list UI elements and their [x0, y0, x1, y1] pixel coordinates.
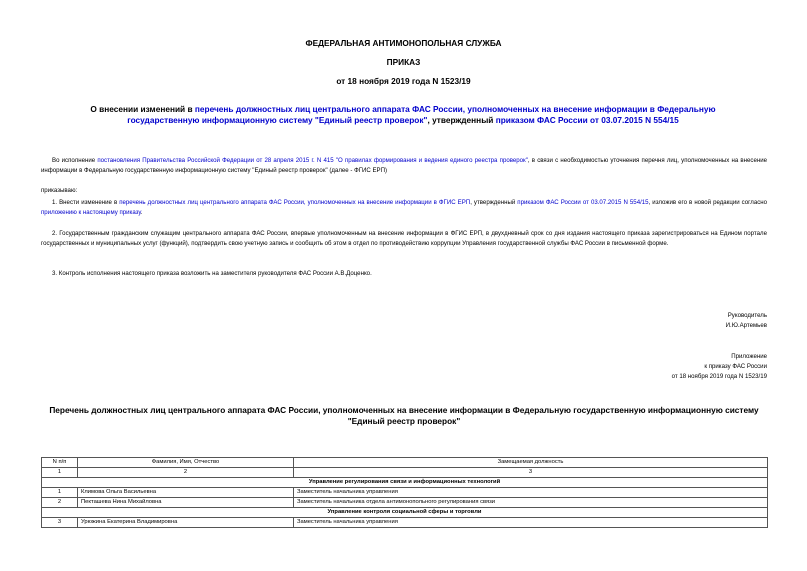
item1-text-4: . [140, 209, 143, 216]
title-link-order[interactable]: приказом ФАС России от 03.07.2015 N 554/15 [495, 115, 679, 125]
officials-table [41, 457, 768, 528]
doc-type: ПРИКАЗ [386, 57, 421, 67]
item-2: 2. Государственным гражданским служащим центрального аппарата ФАС России, впервые уполномоченным на внесение информации в ФГИС ЕРП, в двухдневный срок со дня издания настоящего приказа зарегистрироваться на Едином портале государственных и муниципальных услуг (функций), подтвердить свою учетную запись и сообщить об этом в отдел по противодействию коррупции Управления государственной службы ФАС России в письменной форме. [41, 230, 767, 247]
row-fio: Урюжина Екатерина Владимировна [78, 518, 294, 528]
item1-link-list[interactable]: перечень должностных лиц центрального аппарата ФАС России, уполномоченных на внесение информации в ФГИС ЕРП [119, 199, 471, 206]
row-number: 2 [42, 498, 78, 508]
item-3: 3. Контроль исполнения настоящего приказа возложить на заместителя руководителя ФАС России А.В.Доценко. [52, 270, 372, 277]
col-number-3: 3 [294, 468, 768, 478]
row-position: Заместитель начальника управления [294, 518, 768, 528]
row-number: 3 [42, 518, 78, 528]
section-title-1: Управление регулирования связи и информационных технологий [42, 478, 768, 488]
item1-text-3: , изложив его в новой редакции согласно [648, 199, 768, 206]
item1-link-appendix[interactable]: приложению к настоящему приказу [41, 209, 141, 216]
row-fio: Пекташева Нина Михайловна [78, 498, 294, 508]
order-word: приказываю: [41, 187, 78, 194]
table-col-numbers-row [42, 468, 768, 478]
row-position: Заместитель начальника управления [294, 488, 768, 498]
intro-link-resolution[interactable]: постановления Правительства Российской Федерации от 28 апреля 2015 г. N 415 "О правилах формирования и ведения единого реестра проверок" [97, 157, 528, 164]
item1-link-order[interactable]: приказом ФАС России от 03.07.2015 N 554/15 [517, 199, 649, 206]
table-row [42, 488, 768, 498]
col-number-1: 1 [42, 468, 78, 478]
table-header-row [42, 458, 768, 468]
header-number: N п/п [42, 458, 78, 468]
item1-text-2: , утвержденный [470, 199, 518, 206]
title-link-list[interactable]: перечень должностных лиц центрального аппарата ФАС России, уполномоченных на внесение информации в Федеральную государственную информационную систему "Единый реестр проверок" [127, 104, 716, 125]
header-fio: Фамилия, Имя, Отчество [78, 458, 294, 468]
col-number-2: 2 [78, 468, 294, 478]
doc-date-number: от 18 ноября 2019 года N 1523/19 [336, 76, 471, 86]
signature-name: И.Ю.Артемьев [725, 322, 767, 329]
table-section-row [42, 478, 768, 488]
appendix-order-ref: к приказу ФАС России [704, 363, 767, 370]
list-title: Перечень должностных лиц центрального аппарата ФАС России, уполномоченных на внесение информации в Федеральную государственную информационную систему "Единый реестр проверок" [49, 405, 759, 426]
table-row [42, 498, 768, 508]
agency-name: ФЕДЕРАЛЬНАЯ АНТИМОНОПОЛЬНАЯ СЛУЖБА [305, 38, 502, 48]
doc-title [68, 104, 738, 126]
appendix-date: от 18 ноября 2019 года N 1523/19 [671, 373, 767, 380]
row-fio: Климова Ольга Васильевна [78, 488, 294, 498]
item-1 [41, 198, 767, 218]
signature-role: Руководитель [727, 312, 767, 319]
section-title-2: Управление контроля социальной сферы и торговли [42, 508, 768, 518]
intro-paragraph [41, 156, 767, 176]
intro-text-2: , в связи с необходимостью уточнения перечня лиц, уполномоченных на внесение информации в Федеральную государственную информационную систему "Единый реестр проверок" (далее - ФГИС ЕРП) [41, 157, 767, 174]
table-row [42, 518, 768, 528]
intro-text-1: Во исполнение [52, 157, 98, 164]
row-position: Заместитель начальника отдела антимонопольного регулирования связи [294, 498, 768, 508]
title-prefix: О внесении изменений в [90, 104, 195, 114]
row-number: 1 [42, 488, 78, 498]
table-section-row [42, 508, 768, 518]
appendix-label: Приложение [731, 353, 767, 360]
title-middle: , утвержденный [427, 115, 496, 125]
item1-text-1: 1. Внести изменение в [52, 199, 120, 206]
header-position: Замещаемая должность [294, 458, 768, 468]
